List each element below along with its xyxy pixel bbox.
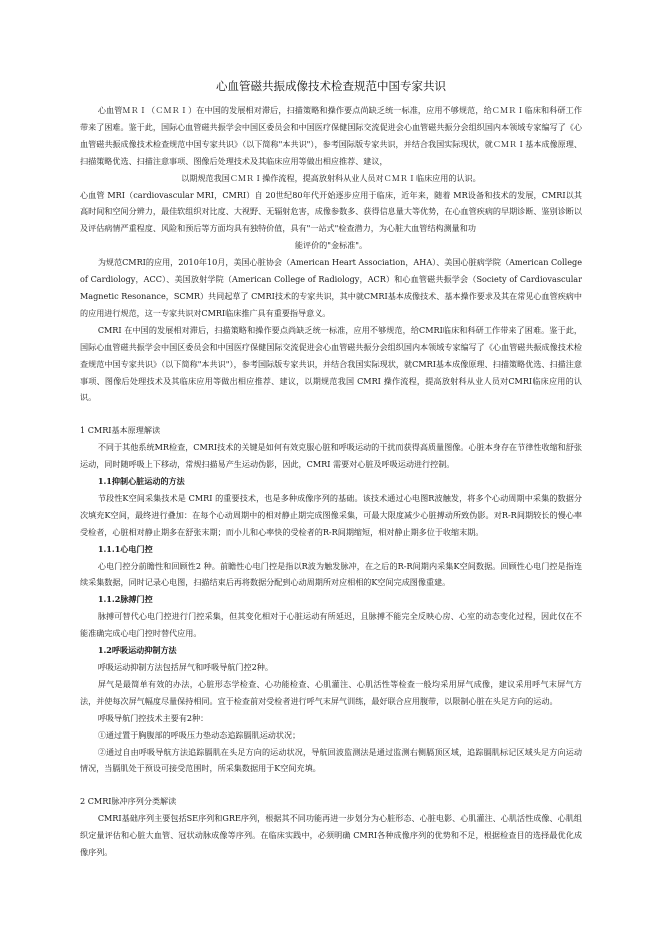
section-gap <box>80 777 582 793</box>
paragraph-1-2c: 呼吸导航门控技术主要有2种： <box>97 712 209 723</box>
paragraph-1-1: 节段性K空间采集技术是 CMRI 的重要技术，也是多种成像序列的基础。该技术通过心电图R波触发，将多个心动周期中采集的数据分次填充K空间，最终进行叠加：在每个心动周期中的相对静止期完成图像采集，可最大限度减少心脏搏动所致伪影。对R-R间期较长的慢心率受检者，心脏相对静止期多在舒张末期；而小儿和心率快的受检者的R-R间期缩短，相对静止期多位于收缩末期。 <box>80 492 582 537</box>
section-2-heading: 2 CMRI脉冲序列分类解读 <box>80 796 177 807</box>
document-title: 心血管磁共振成像技术检查规范中国专家共识 <box>216 79 446 93</box>
paragraph-1-1-1: 心电门控分前瞻性和回顾性2 种。前瞻性心电门控是指以R波为触发脉冲，在之后的R-R间期内采集K空间数据。回顾性心电门控是指连续采集数据，同时记录心电图，扫描结束后再将数据分配到心动周期所对应相相的K空间完成图像重建。 <box>80 560 582 588</box>
paragraph-1-2e: ②通过自由呼吸导航方法追踪膈肌在头足方向的运动状况，导航回波监测法是通过监测右侧膈顶区域，追踪膈肌标记区域头足方向运动情况，当膈肌处于预设可接受范围时，所采集数据用于K空间充填。 <box>80 746 582 774</box>
intro-paragraph-1: 心血管ＭＲＩ（ＣＭＲＩ）在中国的发展相对滞后，扫描策略和操作要点尚缺乏统一标准，应用不够规范，给ＣＭＲＩ临床和科研工作带来了困难。鉴于此，国际心血管磁共振学会中国区委员会和中国医疗保健国际交流促进会心血管磁共振分会组织国内本领域专家编写了《心血管磁共振成像技术检查规范中国专家共识》（以下简称"本共识"），参考国际版专家共识，并结合我国实际现状，就ＣＭＲＩ基本成像原理、扫描策略优选、扫描注意事项、图像后处理技术及其临床应用等做出相应推荐、建议， <box>80 105 582 166</box>
heading-1-1-2: 1.1.2脉搏门控 <box>97 594 153 605</box>
intro-paragraph-3: 为规范CMRI的应用，2010年10月，美国心脏协会（American Heart Association，AHA）、美国心脏病学院（American College of Cardiology，ACC）、美国放射学院（American College of Radiology，ACR）和心血管磁共振学会（Society of Cardiovascular Magnetic Resonance，SCMR）共同起草了 CMRI技术的专家共识，其中就CMRI基本成像技术、基本操作要求及其在常见心血管疾病中的应用进行规范，这一专家共识对CMRI临床推广具有重要指导意义。 <box>80 257 582 318</box>
paragraph-1-2b: 屏气是最简单有效的办法，心脏形态学检查、心功能检查、心肌灌注、心肌活性等检查一般均采用屏气成像，建议采用呼气末屏气方法，并使每次屏气幅度尽量保持相同。宜于检查前对受检者进行呼气末屏气训练，最好联合应用腹带，以限制心脏在头足方向的运动。 <box>80 678 582 706</box>
paragraph-1-1-2: 脉搏可替代心电门控进行门控采集，但其变化相对于心脏运动有所延迟，且脉搏不能完全反映心房、心室的动态变化过程，因此仅在不能准确完成心电门控时替代应用。 <box>80 611 582 639</box>
intro-paragraph-4: CMRI 在中国的发展相对滞后，扫描策略和操作要点尚缺乏统一标准，应用不够规范，给CMRI临床和科研工作带来了困难。鉴于此，国际心血管磁共振学会中国区委员会和中国医疗保健国际交流促进会心血管磁共振分会组织国内本领域专家编写了《心血管磁共振成像技术检查规范中国专家共识》（以下简称"本共识"），参考国际版专家共识，并结合我国实际现状，就CMRI基本成像原理、扫描策略优选、扫描注意事项、图像后处理技术及其临床应用等做出相应推荐、建议，以期规范我国 CMRI 操作流程，提高放射科从业人员对CMRI临床应用的认识。 <box>80 324 582 403</box>
heading-1-2: 1.2呼吸运动抑制方法 <box>97 645 177 656</box>
section-gap <box>80 406 582 422</box>
section-1-heading: 1 CMRI基本原理解读 <box>80 425 161 436</box>
paragraph-1-2a: 呼吸运动抑制方法包括屏气和呼吸导航门控2种。 <box>97 662 273 672</box>
section-2-paragraph: CMRI基础序列主要包括SE序列和GRE序列，根据其不同功能再进一步划分为心脏形态、心脏电影、心肌灌注、心肌活性成像、心肌组织定量评估和心脏大血管、冠状动脉成像等序列。在临床实践中，必须明确 CMRI各种成像序列的优势和不足，根据检查目的选择最优化成像序列。 <box>80 813 582 858</box>
intro-paragraph-1-tail: 以期规范我国ＣＭＲＩ操作流程，提高放射科从业人员对ＣＭＲＩ临床应用的认识。 <box>181 172 481 183</box>
intro-paragraph-2: 心血管 MRI（cardiovascular MRI，CMRI）自 20世纪80年代开始逐步应用于临床，近年来，随着 MR设备和技术的发展，CMRI以其高时间和空间分辨力，最佳软组织对比度、大视野、无辐射危害，成像参数多、获得信息量大等优势，在心血管疾病的早期诊断、鉴别诊断以及评估病情严重程度、风险和预后等方面均具有独特价值，具有"一站式"检查潜力，为心脏大血管结构测量和功 <box>80 189 582 234</box>
heading-1-1-1: 1.1.1心电门控 <box>97 543 153 554</box>
paragraph-1-2d: ①通过置于胸腹部的呼吸压力垫动态追踪膈肌运动状况； <box>97 729 301 740</box>
section-1-paragraph: 不同于其他系统MR检查，CMRI技术的关键是如何有效克服心脏和呼吸运动的干扰而获得高质量图像。心脏本身存在节律性收缩和舒张运动，同时随呼吸上下移动，常规扫描易产生运动伪影，因此，CMRI 需要对心脏及呼吸运动进行控制。 <box>80 442 582 470</box>
intro-paragraph-2-tail: 能评价的"金标准"。 <box>294 240 368 251</box>
heading-1-1: 1.1抑制心脏运动的方法 <box>97 476 185 487</box>
